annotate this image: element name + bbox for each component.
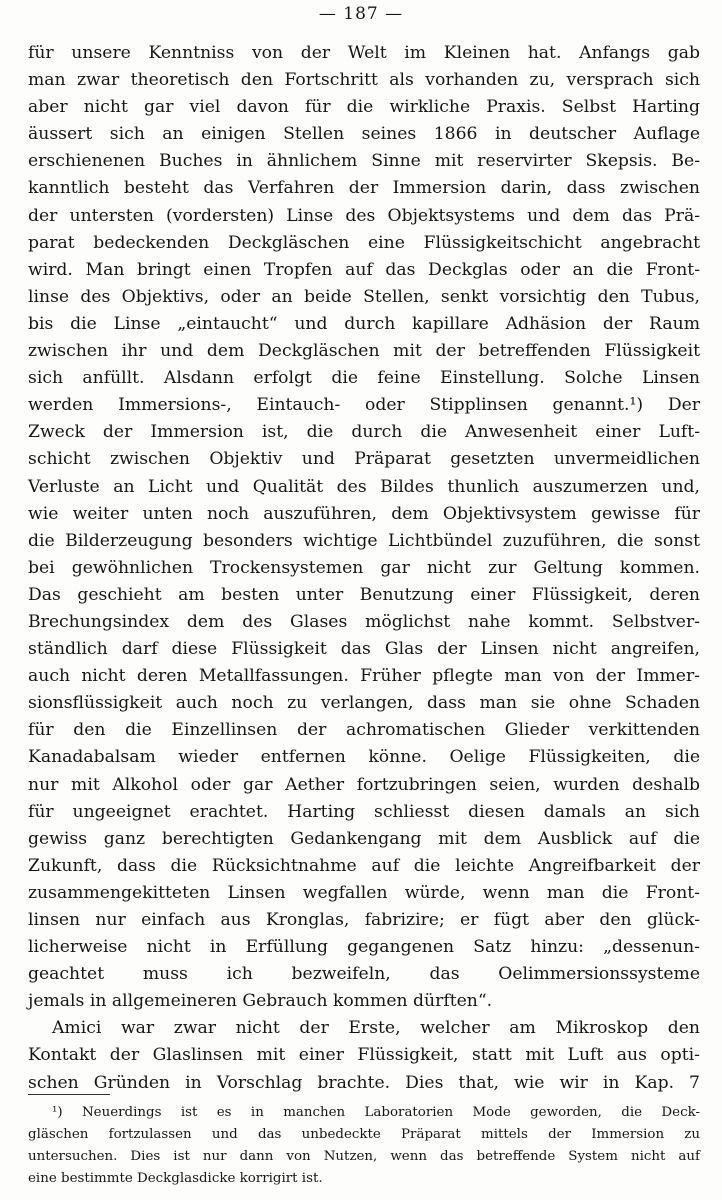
text-line: für den die Einzellinsen der achromatischen Glieder verkittenden	[28, 720, 700, 741]
text-line: nur mit Alkohol oder gar Aether fortzubringen seien, wurden deshalb	[28, 774, 700, 795]
text-line: aber nicht gar viel davon für die wirkliche Praxis. Selbst Harting	[28, 97, 700, 118]
text-line: kanntlich besteht das Verfahren der Immersion darin, dass zwischen	[28, 178, 700, 199]
text-line: sich anfüllt. Alsdann erfolgt die feine Einstellung. Solche Linsen	[28, 368, 700, 389]
body-text	[28, 40, 700, 1097]
text-line: Zukunft, dass die Rücksichtnahme auf die leichte Angreifbarkeit der	[28, 855, 700, 876]
text-line: jemals in allgemeineren Gebrauch kommen dürften“.	[28, 991, 493, 1012]
text-line: sionsflüssigkeit auch noch zu verlangen, dass man sie ohne Schaden	[28, 693, 700, 714]
text-line: geachtet muss ich bezweifeln, das Oelimmersionssysteme	[28, 964, 700, 985]
text-line: erschienenen Buches in ähnlichem Sinne mit reservirter Skepsis. Be-	[28, 151, 700, 172]
text-line: Kanadabalsam wieder entfernen könne. Oelige Flüssigkeiten, die	[28, 747, 700, 768]
text-line: für unsere Kenntniss von der Welt im Kleinen hat. Anfangs gab	[28, 43, 700, 63]
text-line: äussert sich an einigen Stellen seines 1866 in deutscher Auflage	[28, 124, 700, 145]
text-line: wird. Man bringt einen Tropfen auf das Deckglas oder an die Front-	[28, 259, 700, 280]
text-line: zusammengekitteten Linsen wegfallen würde, wenn man die Front-	[28, 882, 700, 903]
footnote-line: ¹) Neuerdings ist es in manchen Laboratorien Mode geworden, die Deck-	[52, 1105, 700, 1120]
text-line: linse des Objektivs, oder an beide Stellen, senkt vorsichtig den Tubus,	[28, 286, 700, 307]
text-line: auch nicht deren Metallfassungen. Früher pflegte man von der Immer-	[28, 666, 700, 687]
text-line: Amici war zwar nicht der Erste, welcher am Mikroskop den	[52, 1018, 700, 1039]
text-line: schen Gründen in Vorschlag brachte. Dies that, wie wir in Kap. 7	[28, 1072, 700, 1093]
text-line: die Bilderzeugung besonders wichtige Lichtbündel zuzuführen, die sonst	[28, 530, 700, 551]
text-line: Brechungsindex dem des Glases möglichst nahe kommt. Selbstver-	[28, 611, 700, 632]
footnote-line: gläschen fortzulassen und das unbedeckte Präparat mittels der Immersion zu	[28, 1127, 700, 1142]
text-line: Kontakt der Glaslinsen mit einer Flüssigkeit, statt mit Luft aus opti-	[28, 1045, 700, 1066]
text-line: für ungeeignet erachtet. Harting schliesst diesen damals an sich	[28, 801, 700, 822]
text-line: linsen nur einfach aus Kronglas, fabrizire; er fügt aber den glück-	[28, 910, 700, 930]
text-line: zwischen ihr und dem Deckgläschen mit der betreffenden Flüssigkeit	[28, 341, 700, 362]
text-line: werden Immersions-, Eintauch- oder Stipplinsen genannt.¹) Der	[28, 395, 700, 416]
text-line: wie weiter unten noch auszuführen, dem Objektivsystem gewisse für	[28, 503, 700, 524]
footnotes	[28, 1102, 700, 1190]
footnote-line: eine bestimmte Deckglasdicke korrigirt ist.	[28, 1171, 323, 1186]
footnote-line: untersuchen. Dies ist nur dann von Nutzen, wenn das betreffende System nicht auf	[28, 1149, 700, 1164]
page-number: — 187 —	[318, 4, 404, 24]
text-line: Das geschieht am besten unter Benutzung einer Flüssigkeit, deren	[28, 584, 700, 605]
text-line: der untersten (vordersten) Linse des Objektsystems und dem das Prä-	[28, 205, 700, 226]
text-line: licherweise nicht in Erfüllung gegangenen Satz hinzu: „dessenun-	[28, 937, 700, 958]
text-line: Verluste an Licht und Qualität des Bildes thunlich auszumerzen und,	[28, 476, 700, 497]
text-line: ständlich darf diese Flüssigkeit das Glas der Linsen nicht angreifen,	[28, 639, 700, 660]
text-line: man zwar theoretisch den Fortschritt als vorhanden zu, versprach sich	[28, 70, 700, 91]
text-line: Zweck der Immersion ist, die durch die Anwesenheit einer Luft-	[28, 422, 700, 443]
text-line: schicht zwischen Objektiv und Präparat gesetzten unvermeidlichen	[28, 449, 700, 470]
text-line: bis die Linse „eintaucht“ und durch kapillare Adhäsion der Raum	[28, 313, 700, 334]
footnote-divider	[28, 1094, 110, 1095]
text-line: bei gewöhnlichen Trockensystemen gar nicht zur Geltung kommen.	[28, 557, 700, 578]
text-line: parat bedeckenden Deckgläschen eine Flüssigkeitschicht angebracht	[28, 232, 700, 253]
text-line: gewiss ganz berechtigten Gedankengang mit dem Ausblick auf die	[28, 828, 700, 849]
